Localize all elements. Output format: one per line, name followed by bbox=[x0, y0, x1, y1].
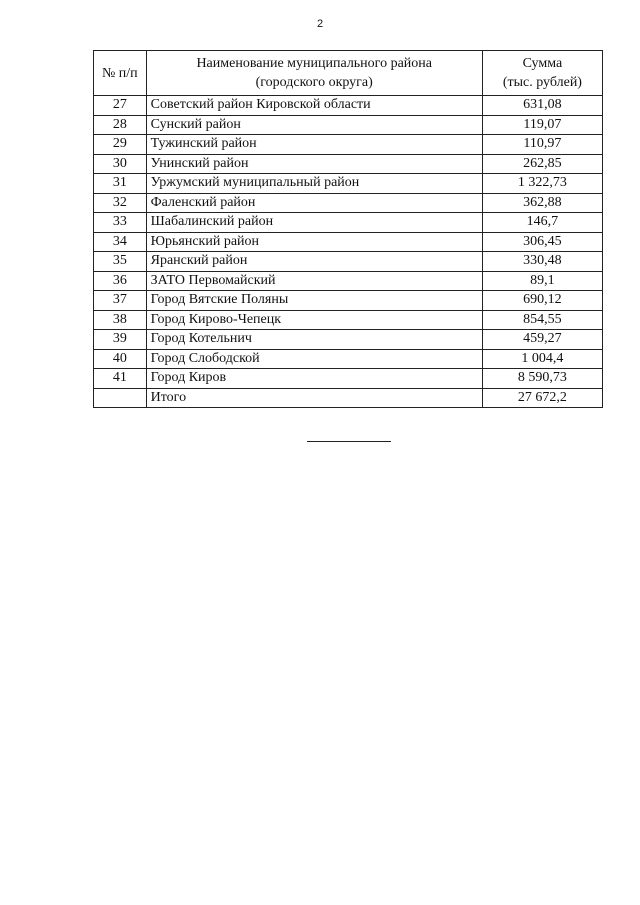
row-number: 37 bbox=[94, 291, 147, 311]
table-row bbox=[94, 330, 603, 350]
row-sum: 1 004,4 bbox=[482, 349, 602, 369]
row-name: Сунский район bbox=[146, 115, 482, 135]
header-sum bbox=[482, 51, 602, 96]
row-name: Город Кирово-Чепецк bbox=[146, 310, 482, 330]
row-sum: 8 590,73 bbox=[482, 369, 602, 389]
row-sum: 146,7 bbox=[482, 213, 602, 233]
row-name: Унинский район bbox=[146, 154, 482, 174]
table-row bbox=[94, 252, 603, 272]
table-row bbox=[94, 154, 603, 174]
row-sum: 306,45 bbox=[482, 232, 602, 252]
row-name: Юрьянский район bbox=[146, 232, 482, 252]
total-sum: 27 672,2 bbox=[482, 388, 602, 408]
table-header-row bbox=[94, 51, 603, 96]
header-name-line2: (городского округа) bbox=[255, 75, 373, 90]
row-number: 29 bbox=[94, 135, 147, 155]
row-sum: 119,07 bbox=[482, 115, 602, 135]
row-number: 30 bbox=[94, 154, 147, 174]
header-sum-line1: Сумма bbox=[522, 56, 563, 71]
header-sum-line2: (тыс. рублей) bbox=[502, 75, 582, 90]
signature-line bbox=[307, 441, 391, 442]
total-row bbox=[94, 388, 603, 408]
total-label: Итого bbox=[146, 388, 482, 408]
row-name: Уржумский муниципальный район bbox=[146, 174, 482, 194]
page-number: 2 bbox=[316, 18, 324, 30]
row-number: 27 bbox=[94, 96, 147, 116]
row-sum: 330,48 bbox=[482, 252, 602, 272]
table-row bbox=[94, 193, 603, 213]
table-row bbox=[94, 349, 603, 369]
header-number: № п/п bbox=[94, 51, 147, 96]
header-name bbox=[146, 51, 482, 96]
row-sum: 631,08 bbox=[482, 96, 602, 116]
allocation-table bbox=[93, 50, 603, 408]
row-name: Город Вятские Поляны bbox=[146, 291, 482, 311]
table-body bbox=[94, 96, 603, 408]
table-row bbox=[94, 135, 603, 155]
header-name-line1: Наименование муниципального района bbox=[196, 56, 432, 71]
row-number: 33 bbox=[94, 213, 147, 233]
table-row bbox=[94, 174, 603, 194]
row-number: 35 bbox=[94, 252, 147, 272]
row-name: Шабалинский район bbox=[146, 213, 482, 233]
row-number: 41 bbox=[94, 369, 147, 389]
row-number: 38 bbox=[94, 310, 147, 330]
row-sum: 690,12 bbox=[482, 291, 602, 311]
row-number: 32 bbox=[94, 193, 147, 213]
row-name: ЗАТО Первомайский bbox=[146, 271, 482, 291]
table-row bbox=[94, 271, 603, 291]
row-name: Тужинский район bbox=[146, 135, 482, 155]
row-sum: 110,97 bbox=[482, 135, 602, 155]
table-row bbox=[94, 232, 603, 252]
row-number: 39 bbox=[94, 330, 147, 350]
table-row bbox=[94, 96, 603, 116]
total-number bbox=[94, 388, 147, 408]
row-sum: 1 322,73 bbox=[482, 174, 602, 194]
row-name: Фаленский район bbox=[146, 193, 482, 213]
table-row bbox=[94, 310, 603, 330]
row-sum: 854,55 bbox=[482, 310, 602, 330]
row-number: 28 bbox=[94, 115, 147, 135]
row-number: 36 bbox=[94, 271, 147, 291]
row-name: Советский район Кировской области bbox=[146, 96, 482, 116]
table-row bbox=[94, 291, 603, 311]
table-row bbox=[94, 213, 603, 233]
row-name: Город Котельнич bbox=[146, 330, 482, 350]
table-row bbox=[94, 115, 603, 135]
row-sum: 89,1 bbox=[482, 271, 602, 291]
row-name: Город Слободской bbox=[146, 349, 482, 369]
table-row bbox=[94, 369, 603, 389]
row-sum: 262,85 bbox=[482, 154, 602, 174]
row-sum: 362,88 bbox=[482, 193, 602, 213]
row-name: Город Киров bbox=[146, 369, 482, 389]
row-name: Яранский район bbox=[146, 252, 482, 272]
row-sum: 459,27 bbox=[482, 330, 602, 350]
row-number: 34 bbox=[94, 232, 147, 252]
row-number: 31 bbox=[94, 174, 147, 194]
row-number: 40 bbox=[94, 349, 147, 369]
